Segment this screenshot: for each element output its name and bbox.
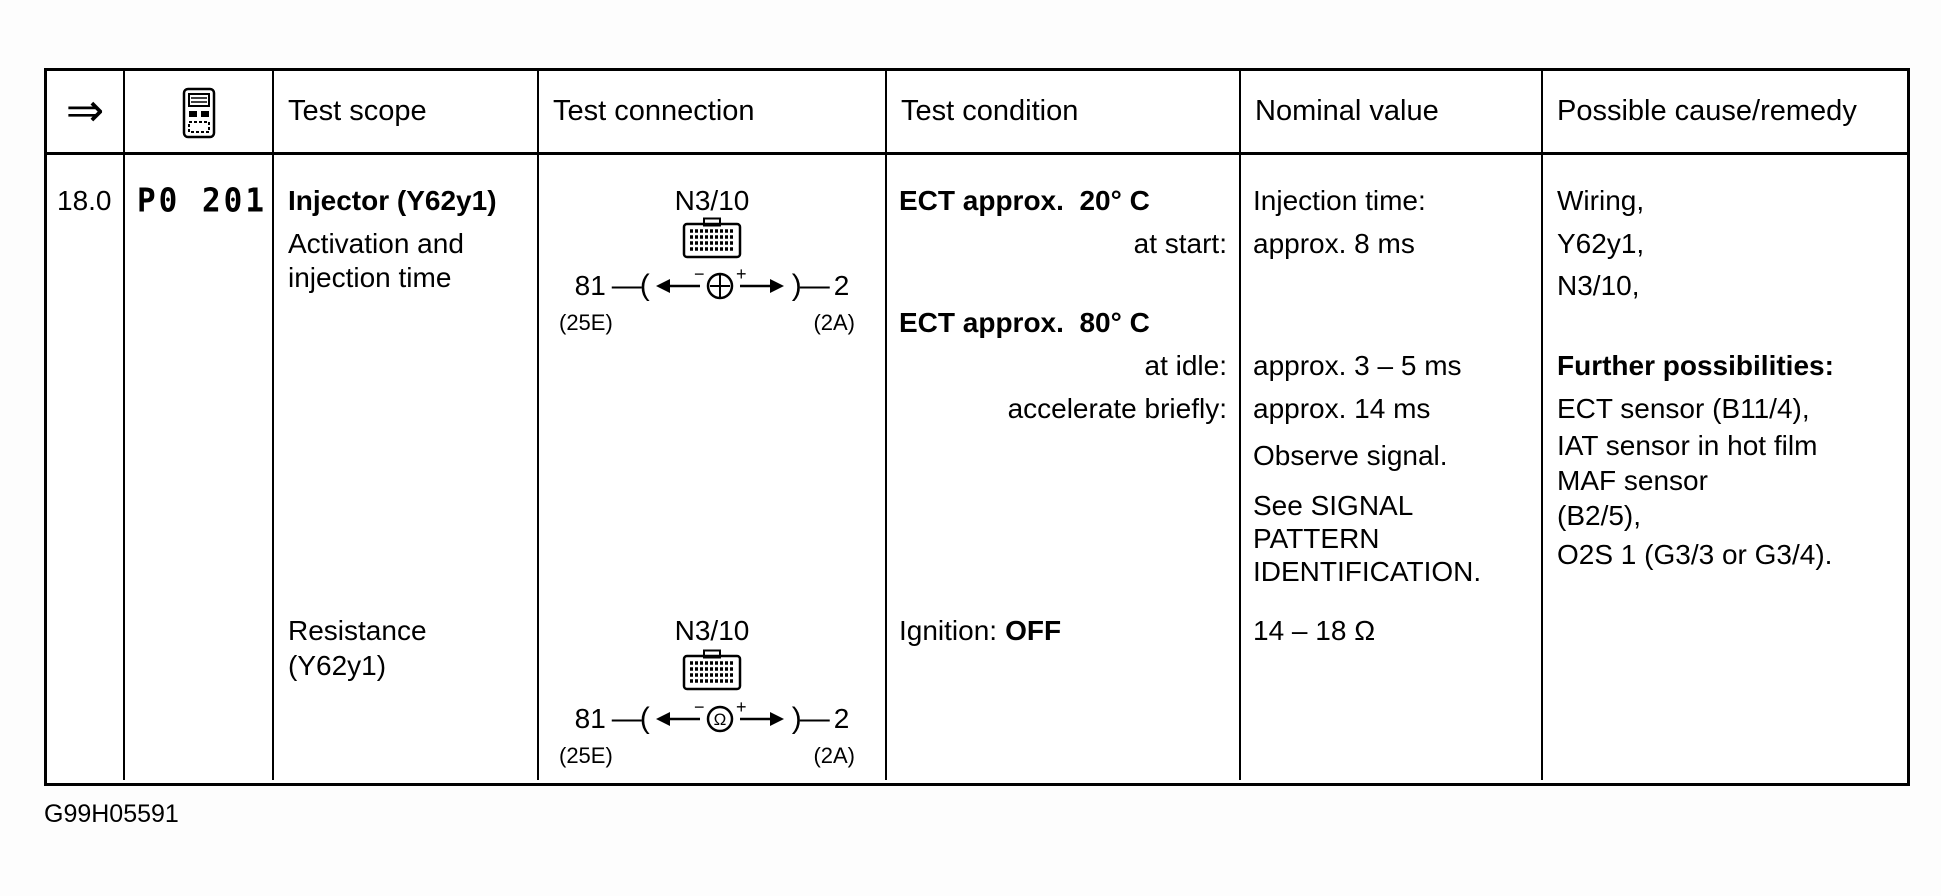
nominal-line: Injection time:: [1253, 185, 1426, 216]
condition-ect20: ECT approx. 20° C: [899, 185, 1150, 216]
table-body-row: [47, 155, 1907, 780]
nominal-line: approx. 3 – 5 ms: [1253, 350, 1462, 381]
socket-label-right: (2A): [813, 743, 855, 768]
condition-ignition: [899, 615, 1061, 647]
nominal-see-line3: IDENTIFICATION.: [1253, 556, 1482, 587]
condition-at-idle: at idle:: [1144, 350, 1227, 381]
diagnostic-table: [44, 68, 1910, 786]
plug-left-icon: —(: [611, 702, 648, 735]
nominal-line: approx. 14 ms: [1253, 393, 1431, 424]
condition-at-start: at start:: [1133, 228, 1227, 259]
header-nominal-value: [1241, 71, 1543, 152]
nominal-value-cell: [1241, 155, 1543, 780]
plug-left-icon: —(: [611, 269, 648, 302]
test-connection-cell: [539, 155, 887, 780]
nominal-line: Observe signal.: [1253, 440, 1448, 471]
column-label: Possible cause/remedy: [1557, 95, 1857, 127]
ignition-label: Ignition:: [899, 615, 998, 646]
header-test-scope: [274, 71, 539, 152]
step-number: 18.0: [57, 185, 112, 216]
ignition-value: OFF: [1005, 615, 1062, 646]
condition-accelerate: accelerate briefly:: [1007, 393, 1227, 424]
socket-label-left: (25E): [559, 310, 613, 335]
nominal-see-line2: PATTERN: [1253, 523, 1380, 554]
document-code: G99H05591: [44, 800, 179, 828]
cause-line: Wiring,: [1557, 185, 1645, 216]
nominal-see-line1: See SIGNAL: [1253, 490, 1414, 521]
socket-label-left: (25E): [559, 743, 613, 768]
column-label: Test connection: [553, 95, 755, 127]
step-cell: [47, 155, 125, 780]
scope-title-2-line2: (Y62y1): [288, 650, 387, 681]
scope-subtitle-line1: Activation and: [288, 228, 464, 259]
meter-connection-row: [539, 268, 885, 304]
header-test-connection: [539, 71, 887, 152]
probe-minus-label: −: [693, 268, 705, 284]
socket-label-right: (2A): [813, 310, 855, 335]
probe-plus-label: +: [735, 268, 747, 284]
further-line: ECT sensor (B11/4),: [1557, 393, 1810, 424]
plug-right-icon: )—: [791, 269, 828, 302]
scope-title-2-line1: Resistance: [288, 615, 427, 646]
column-label: Nominal value: [1255, 95, 1439, 127]
cause-line: N3/10,: [1557, 270, 1640, 301]
header-possible-cause: [1543, 71, 1907, 152]
lcd-display-code: P0 201: [137, 181, 267, 221]
header-arrow-cell: [47, 71, 125, 152]
meter-connection-row: [539, 701, 885, 737]
nominal-line: approx. 8 ms: [1253, 228, 1415, 259]
pin-number-right: 2: [833, 270, 850, 301]
condition-ect80: ECT approx. 80° C: [899, 307, 1150, 338]
further-line: MAF sensor: [1557, 465, 1708, 496]
scope-subtitle-line2: injection time: [288, 262, 452, 293]
connector-icon: [682, 217, 742, 259]
connector-icon: [682, 649, 742, 691]
further-line: O2S 1 (G3/3 or G3/4).: [1557, 539, 1833, 570]
test-scope-cell: [274, 155, 539, 780]
table-header-row: [47, 71, 1907, 155]
possible-cause-cell: [1543, 155, 1907, 780]
pin-number-left: 81: [574, 703, 606, 734]
column-label: Test condition: [901, 95, 1079, 127]
further-line: IAT sensor in hot film: [1557, 430, 1818, 461]
header-test-condition: [887, 71, 1241, 152]
plug-right-icon: )—: [791, 702, 828, 735]
display-code-cell: [125, 155, 274, 780]
double-arrow-icon: ⇒: [65, 84, 105, 136]
module-label: N3/10: [674, 615, 750, 646]
nominal-resistance: 14 – 18 Ω: [1253, 615, 1376, 646]
further-line: (B2/5),: [1557, 500, 1642, 531]
probe-plus-label: +: [735, 701, 747, 717]
ohmmeter-icon: [654, 701, 786, 737]
voltmeter-icon: [654, 268, 786, 304]
scope-title: Injector (Y62y1): [288, 185, 497, 216]
hand-tester-icon: [181, 87, 217, 139]
header-tester-cell: [125, 71, 274, 152]
module-label: N3/10: [674, 185, 750, 216]
column-label: Test scope: [288, 95, 427, 127]
pin-number-left: 81: [574, 270, 606, 301]
ohm-symbol: Ω: [713, 710, 727, 729]
cause-line: Y62y1,: [1557, 228, 1645, 259]
pin-number-right: 2: [833, 703, 850, 734]
test-condition-cell: [887, 155, 1241, 780]
probe-minus-label: −: [693, 701, 705, 717]
further-possibilities-title: Further possibilities:: [1557, 350, 1834, 381]
